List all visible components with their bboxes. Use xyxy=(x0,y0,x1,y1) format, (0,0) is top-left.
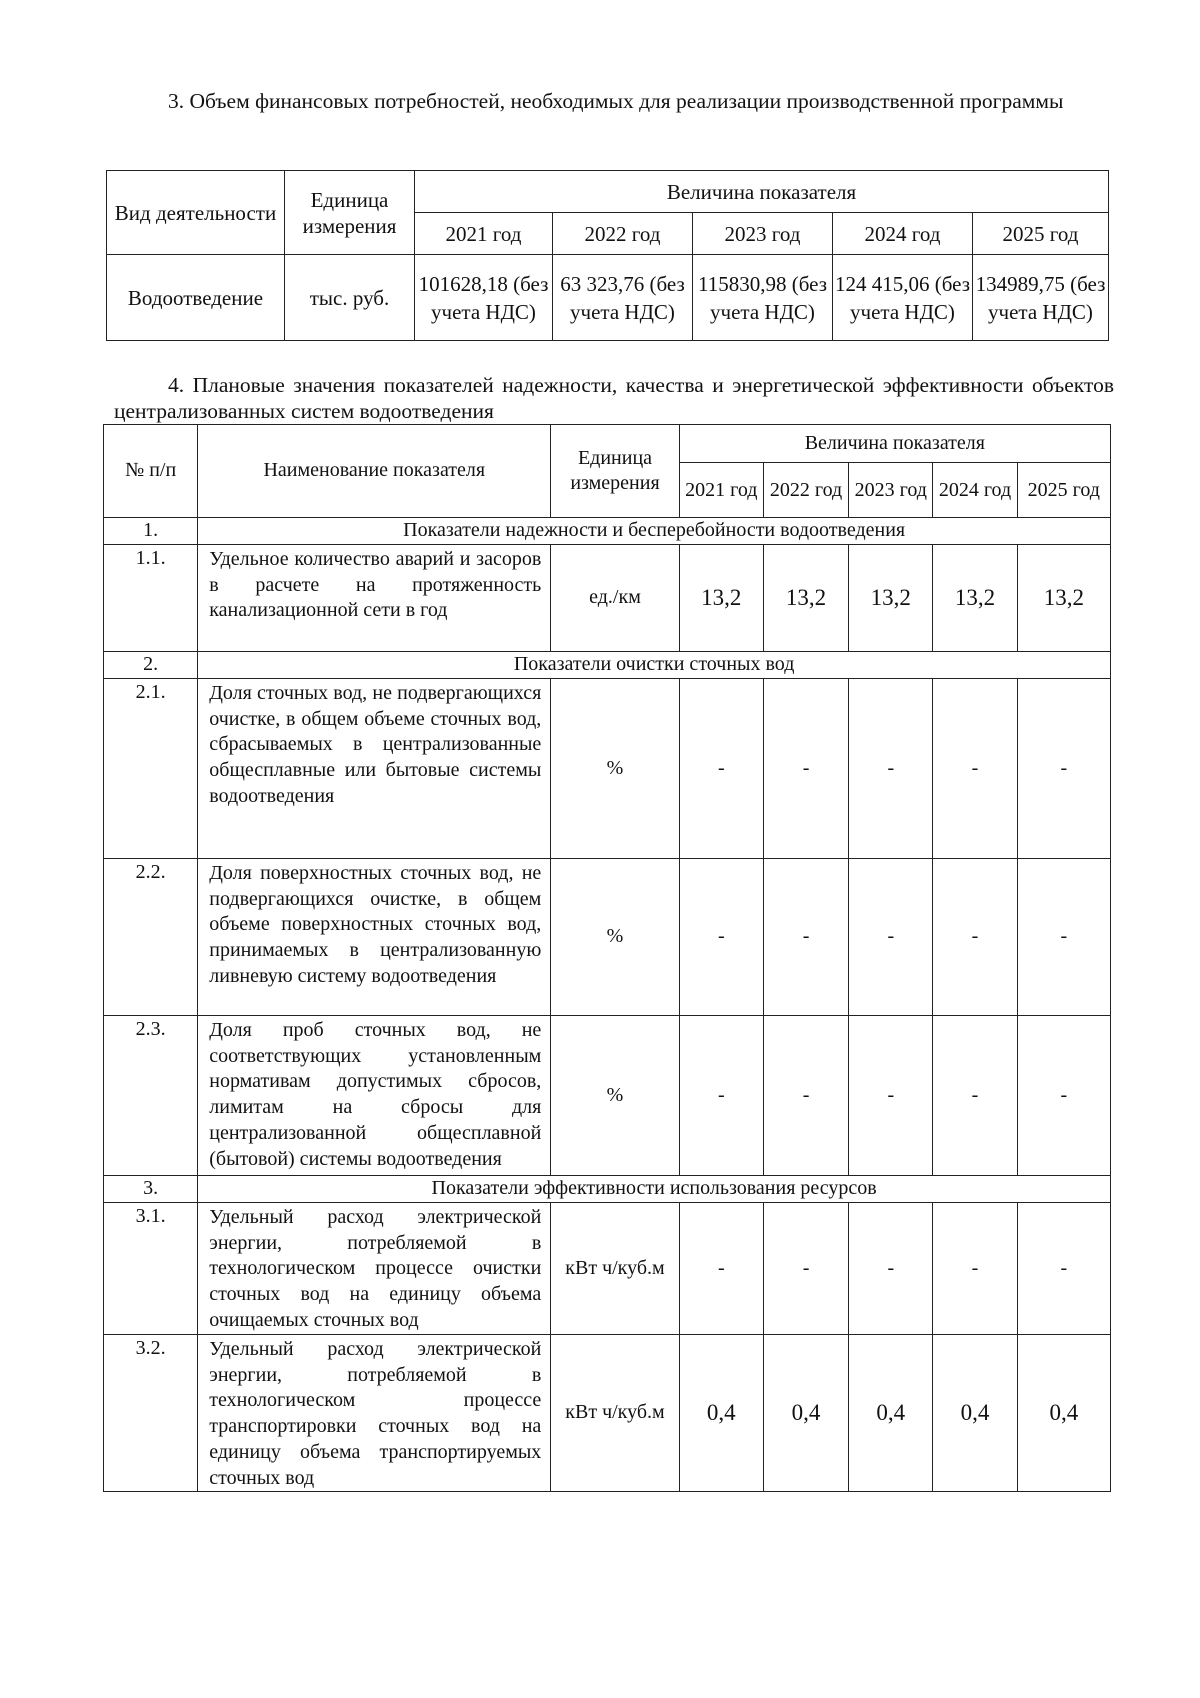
value-cell: - xyxy=(679,679,763,859)
row-number: 3.1. xyxy=(104,1203,198,1335)
section-3-heading: 3. Объем финансовых потребностей, необходимых для реализации производственной программы xyxy=(168,89,1064,113)
value-cell: - xyxy=(1017,679,1110,859)
indicator-name: Доля сточных вод, не подвергающихся очистке, в общем объеме сточных вод, сбрасываемых в централизованные общесплавные или бытовые системы водоотведения xyxy=(198,679,551,859)
unit-cell: ед./км xyxy=(551,545,679,652)
column-header-year: 2021 год xyxy=(415,213,553,255)
value-cell: - xyxy=(679,1016,763,1176)
value-cell: - xyxy=(679,859,763,1016)
column-header-number: № п/п xyxy=(104,425,198,518)
unit-cell: % xyxy=(551,679,679,859)
column-header-year: 2024 год xyxy=(833,213,973,255)
indicator-name: Доля поверхностных сточных вод, не подвергающихся очистке, в общем объеме поверхностных сточных вод, принимаемых в централизованную ливневую систему водоотведения xyxy=(198,859,551,1016)
column-header-value-group: Величина показателя xyxy=(679,425,1110,463)
column-header-year: 2022 год xyxy=(553,213,693,255)
column-header-year: 2022 год xyxy=(763,463,848,518)
row-number: 2.3. xyxy=(104,1016,198,1176)
value-cell: - xyxy=(933,1203,1017,1335)
value-cell: - xyxy=(763,679,848,859)
column-header-value-group: Величина показателя xyxy=(415,171,1109,213)
value-cell: - xyxy=(1017,859,1110,1016)
group-number: 2. xyxy=(104,652,198,679)
value-cell: - xyxy=(849,1016,933,1176)
value-cell: - xyxy=(763,859,848,1016)
unit-cell: % xyxy=(551,859,679,1016)
value-cell: 0,4 xyxy=(763,1335,848,1492)
indicator-name: Удельный расход электрической энергии, потребляемой в технологическом процессе транспортировки сточных вод на единицу объема транспортируемых сточных вод xyxy=(198,1335,551,1492)
value-cell: 13,2 xyxy=(849,545,933,652)
row-number: 1.1. xyxy=(104,545,198,652)
group-title: Показатели эффективности использования ресурсов xyxy=(198,1176,1111,1203)
group-title: Показатели очистки сточных вод xyxy=(198,652,1111,679)
value-cell: 13,2 xyxy=(679,545,763,652)
value-cell: - xyxy=(933,679,1017,859)
value-cell: 0,4 xyxy=(679,1335,763,1492)
value-cell: - xyxy=(849,1203,933,1335)
column-header-unit: Единица измерения xyxy=(551,425,679,518)
group-number: 3. xyxy=(104,1176,198,1203)
activity-cell: Водоотведение xyxy=(107,255,285,341)
value-cell: 0,4 xyxy=(933,1335,1017,1492)
value-cell: 124 415,06 (без учета НДС) xyxy=(833,255,973,341)
table-row xyxy=(104,859,1111,1016)
group-row xyxy=(104,518,1111,545)
table-row xyxy=(107,255,1109,341)
group-title: Показатели надежности и бесперебойности водоотведения xyxy=(198,518,1111,545)
column-header-year: 2023 год xyxy=(693,213,833,255)
column-header-year: 2025 год xyxy=(1017,463,1110,518)
value-cell: - xyxy=(1017,1016,1110,1176)
column-header-year: 2024 год xyxy=(933,463,1017,518)
column-header-activity: Вид деятельности xyxy=(107,171,285,255)
table-row xyxy=(104,1016,1111,1176)
column-header-unit: Единица измерения xyxy=(285,171,415,255)
row-number: 3.2. xyxy=(104,1335,198,1492)
value-cell: 134989,75 (без учета НДС) xyxy=(973,255,1109,341)
value-cell: - xyxy=(763,1016,848,1176)
financial-needs-table xyxy=(106,170,1109,341)
row-number: 2.2. xyxy=(104,859,198,1016)
value-cell: 63 323,76 (без учета НДС) xyxy=(553,255,693,341)
unit-cell: % xyxy=(551,1016,679,1176)
value-cell: 0,4 xyxy=(849,1335,933,1492)
group-number: 1. xyxy=(104,518,198,545)
group-row xyxy=(104,652,1111,679)
value-cell: 0,4 xyxy=(1017,1335,1110,1492)
unit-cell: кВт ч/куб.м xyxy=(551,1203,679,1335)
section-4-heading: 4. Плановые значения показателей надежности, качества и энергетической эффективности объектов централизованных систем водоотведения xyxy=(114,373,1114,423)
value-cell: - xyxy=(763,1203,848,1335)
value-cell: - xyxy=(933,1016,1017,1176)
unit-cell: кВт ч/куб.м xyxy=(551,1335,679,1492)
value-cell: - xyxy=(1017,1203,1110,1335)
group-row xyxy=(104,1176,1111,1203)
row-number: 2.1. xyxy=(104,679,198,859)
table-row xyxy=(104,545,1111,652)
table-row xyxy=(104,1335,1111,1492)
value-cell: - xyxy=(933,859,1017,1016)
value-cell: 101628,18 (без учета НДС) xyxy=(415,255,553,341)
value-cell: 13,2 xyxy=(933,545,1017,652)
table-row xyxy=(104,679,1111,859)
indicator-name: Удельный расход электрической энергии, потребляемой в технологическом процессе очистки сточных вод на единицу объема очищаемых сточных вод xyxy=(198,1203,551,1335)
value-cell: - xyxy=(849,679,933,859)
value-cell: 13,2 xyxy=(763,545,848,652)
value-cell: - xyxy=(679,1203,763,1335)
column-header-name: Наименование показателя xyxy=(198,425,551,518)
indicator-name: Доля проб сточных вод, не соответствующих установленным нормативам допустимых сбросов, лимитам на сбросы для централизованной общесплавной (бытовой) системы водоотведения xyxy=(198,1016,551,1176)
value-cell: 115830,98 (без учета НДС) xyxy=(693,255,833,341)
column-header-year: 2023 год xyxy=(849,463,933,518)
value-cell: 13,2 xyxy=(1017,545,1110,652)
column-header-year: 2025 год xyxy=(973,213,1109,255)
indicator-name: Удельное количество аварий и засоров в расчете на протяженность канализационной сети в год xyxy=(198,545,551,652)
value-cell: - xyxy=(849,859,933,1016)
column-header-year: 2021 год xyxy=(679,463,763,518)
indicators-table xyxy=(103,424,1111,1492)
table-row xyxy=(104,1203,1111,1335)
unit-cell: тыс. руб. xyxy=(285,255,415,341)
